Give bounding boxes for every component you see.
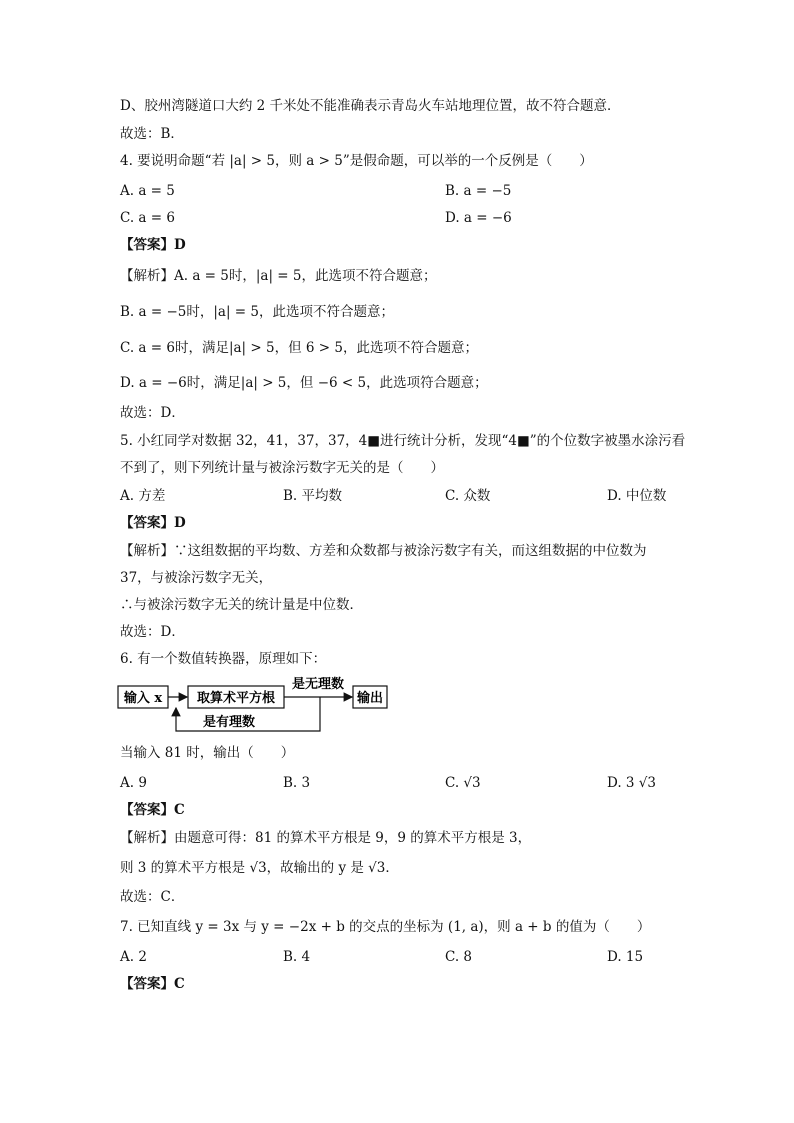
- q7-stem: 7. 已知直线 y = 3x 与 y = −2x + b 的交点的坐标为 (1, a)，则 a + b 的值为（ ）: [120, 919, 651, 935]
- output-label: 输出: [356, 691, 384, 706]
- q6-stem: 6. 有一个数值转换器，原理如下：: [120, 651, 327, 667]
- q7-answer: 【答案】C: [120, 976, 185, 992]
- q6-question: 当输入 81 时，输出（ ）: [120, 745, 295, 761]
- q5-option-d: D. 中位数: [607, 488, 667, 504]
- q5-choice: 故选：D．: [120, 624, 185, 640]
- q5-explanation-line1: 【解析】∵这组数据的平均数、方差和众数都与被涂污数字有关，而这组数据的中位数为: [120, 543, 647, 559]
- q4-option-a: A. a = 5: [120, 183, 175, 199]
- q7-option-c: C. 8: [445, 949, 473, 965]
- q6-explanation-line1: 【解析】由题意可得：81 的算术平方根是 9，9 的算术平方根是 3，: [120, 830, 532, 846]
- q5-explanation-line3: ∴与被涂污数字无关的统计量是中位数．: [120, 597, 363, 613]
- q5-option-c: C. 众数: [445, 488, 491, 504]
- q3-option-d-explanation: D、胶州湾隧道口大约 2 千米处不能准确表示青岛火车站地理位置，故不符合题意．: [120, 98, 621, 114]
- q6-option-d: D. 3 √3: [607, 775, 656, 791]
- q6-option-b: B. 3: [283, 775, 311, 791]
- q6-explanation-line2: 则 3 的算术平方根是 √3，故输出的 y 是 √3．: [120, 860, 399, 876]
- q7-option-b: B. 4: [283, 949, 311, 965]
- q5-option-a: A. 方差: [120, 488, 166, 504]
- q5-answer: 【答案】D: [120, 515, 186, 531]
- input-label: 输入 x: [123, 691, 163, 706]
- q4-explanation-a: 【解析】A. a = 5时，|a| = 5，此选项不符合题意；: [120, 268, 437, 284]
- q4-explanation-c: C. a = 6时，满足|a| > 5，但 6 > 5，此选项不符合题意；: [120, 340, 478, 356]
- q6-option-a: A. 9: [120, 775, 147, 791]
- q6-option-c: C. √3: [445, 775, 481, 791]
- irrational-label: 是无理数: [291, 677, 345, 692]
- q5-stem-line2: 不到了，则下列统计量与被涂污数字无关的是（ ）: [120, 460, 444, 476]
- q7-option-a: A. 2: [120, 949, 147, 965]
- q5-option-b: B. 平均数: [283, 488, 343, 504]
- q6-choice: 故选：C．: [120, 889, 185, 905]
- number-converter-flowchart: [117, 673, 397, 737]
- q5-explanation-line2: 37，与被涂污数字无关，: [120, 570, 273, 586]
- q4-option-c: C. a = 6: [120, 210, 175, 226]
- q5-stem-line1: 5. 小红同学对数据 32，41，37，37，4■进行统计分析，发现“4■”的个位数字被墨水涂污看: [120, 433, 686, 449]
- flowchart-svg: [117, 673, 397, 737]
- process-label: 取算术平方根: [196, 691, 276, 706]
- q4-answer: 【答案】D: [120, 237, 186, 253]
- q4-option-b: B. a = −5: [445, 183, 512, 199]
- q4-stem: 4. 要说明命题“若 |a| > 5，则 a > 5”是假命题，可以举的一个反例是（ ）: [120, 153, 593, 169]
- q3-choice: 故选：B．: [120, 126, 184, 142]
- q7-option-d: D. 15: [607, 949, 644, 965]
- q4-explanation-d: D. a = −6时，满足|a| > 5，但 −6 < 5，此选项符合题意；: [120, 375, 488, 391]
- q6-answer: 【答案】C: [120, 802, 185, 818]
- q4-choice: 故选：D．: [120, 405, 185, 421]
- q4-explanation-b: B. a = −5时，|a| = 5，此选项不符合题意；: [120, 304, 394, 320]
- q4-option-d: D. a = −6: [445, 210, 512, 226]
- rational-label: 是有理数: [202, 715, 256, 730]
